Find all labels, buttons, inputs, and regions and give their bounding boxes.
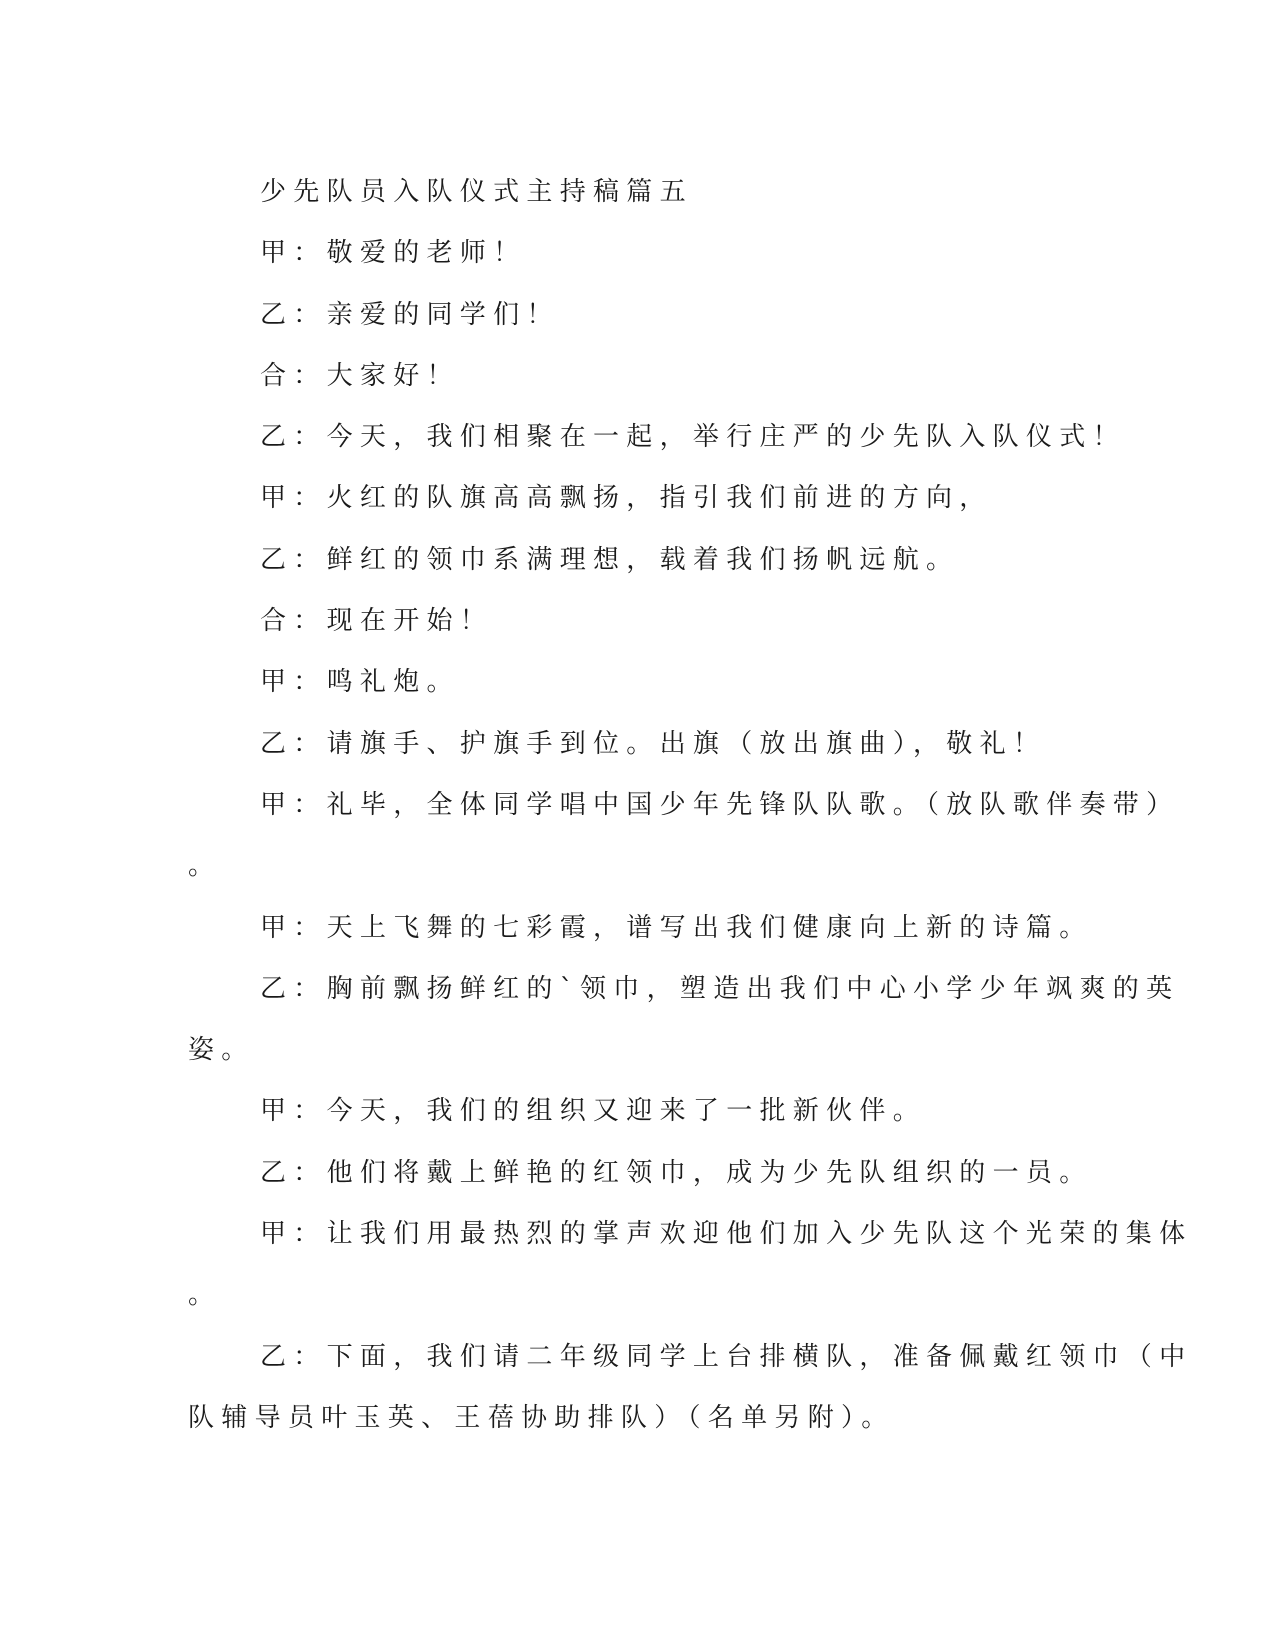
dialogue-line-continuation: 。 bbox=[188, 1280, 222, 1311]
dialogue-line: 乙：鲜红的领巾系满理想，载着我们扬帆远航。 bbox=[260, 544, 960, 575]
dialogue-line: 合：现在开始！ bbox=[260, 606, 494, 637]
dialogue-line-continuation: 。 bbox=[188, 851, 222, 882]
dialogue-line: 乙：今天，我们相聚在一起，举行庄严的少先队入队仪式！ bbox=[260, 422, 1126, 453]
dialogue-line: 甲：今天，我们的组织又迎来了一批新伙伴。 bbox=[260, 1096, 927, 1127]
dialogue-line: 乙：他们将戴上鲜艳的红领巾，成为少先队组织的一员。 bbox=[260, 1157, 1093, 1188]
document-body bbox=[188, 162, 1193, 1449]
dialogue-line: 乙：请旗手、护旗手到位。出旗（放出旗曲），敬礼！ bbox=[260, 728, 1047, 759]
dialogue-line: 乙：下面，我们请二年级同学上台排横队，准备佩戴红领巾（中 bbox=[260, 1341, 1193, 1372]
dialogue-line: 合：大家好！ bbox=[260, 360, 460, 391]
dialogue-line: 甲：礼毕，全体同学唱中国少年先锋队队歌。（放队歌伴奏带） bbox=[260, 789, 1180, 820]
dialogue-line: 甲：火红的队旗高高飘扬，指引我们前进的方向， bbox=[260, 483, 993, 514]
dialogue-line: 甲：天上飞舞的七彩霞，谱写出我们健康向上新的诗篇。 bbox=[260, 912, 1093, 943]
dialogue-line: 甲：鸣礼炮。 bbox=[260, 667, 460, 698]
document-title: 少先队员入队仪式主持稿篇五 bbox=[260, 177, 693, 207]
dialogue-line-continuation: 队辅导员叶玉英、王蓓协助排队）（名单另附）。 bbox=[188, 1402, 895, 1433]
dialogue-line-continuation: 姿。 bbox=[188, 1035, 255, 1066]
dialogue-line: 甲：敬爱的老师！ bbox=[260, 238, 527, 269]
dialogue-line: 乙：亲爱的同学们！ bbox=[260, 299, 560, 330]
dialogue-line: 乙：胸前飘扬鲜红的`领巾，塑造出我们中心小学少年飒爽的英 bbox=[260, 973, 1180, 1004]
dialogue-line: 甲：让我们用最热烈的掌声欢迎他们加入少先队这个光荣的集体 bbox=[260, 1219, 1193, 1250]
